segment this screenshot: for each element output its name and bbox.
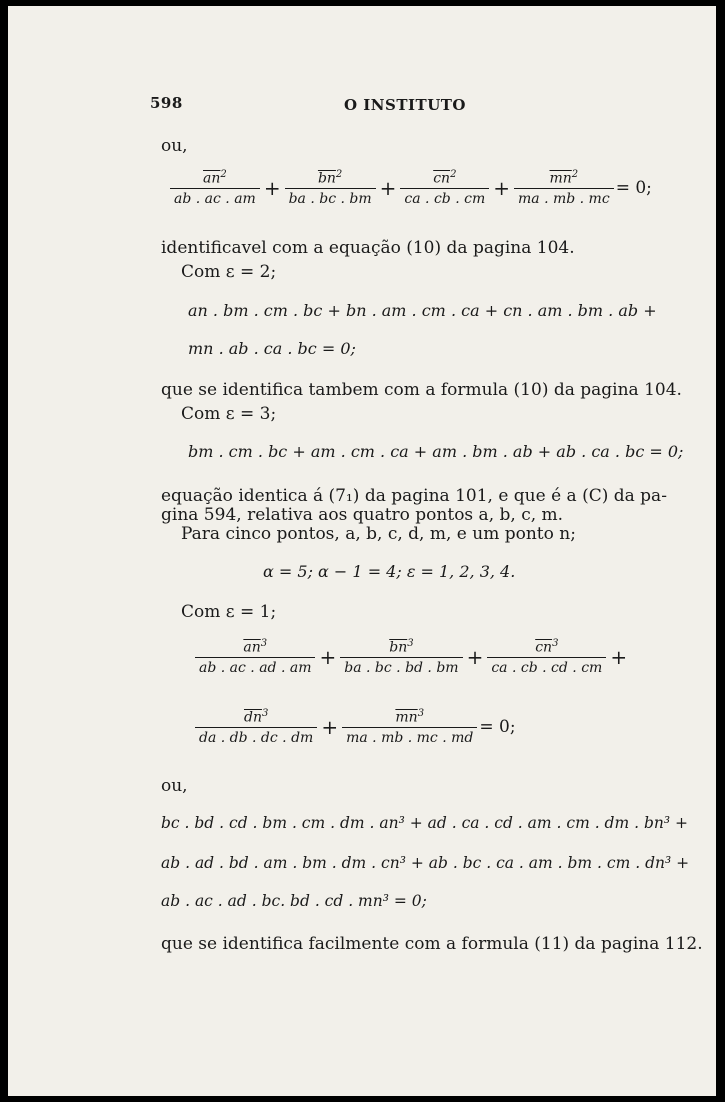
equation-6a: bc . bd . cd . bm . cm . dm . an³ + ad . ca . cd . am . cm . dm . bn³ + (161, 814, 688, 832)
denominator: ca . cb . cm (400, 188, 489, 207)
exponent: 3 (417, 708, 425, 719)
text-com-1: Com ε = 1; (181, 602, 277, 622)
fraction (195, 638, 315, 676)
equation-1: $\frac{\overline{an}^2}{ab . ac . am}$ + $\frac{\overline{bn}^2}{ba . bc . bm}$ + $\frac{\overline{cn}^2}{ca . cb . cm}$ + $\frac{\overline{mn}^2}{ma . mb . mc}$ = 0; (168, 169, 652, 207)
denominator: ca . cb . cd . cm (487, 657, 606, 676)
equation-2a: an . bm . cm . bc + bn . am . cm . ca + cn . am . bm . ab + (188, 301, 657, 320)
denominator: da . db . dc . dm (195, 727, 317, 746)
exponent: 3 (260, 638, 268, 649)
numerator: $\overline{an}$ (243, 639, 261, 656)
equation-4: α = 5; α − 1 = 4; ε = 1, 2, 3, 4. (263, 562, 516, 581)
paragraph-3a: equação identica á (7₁) da pagina 101, e que é a (C) da pa- (161, 486, 667, 506)
fraction (340, 638, 462, 676)
denominator: ba . bc . bm (285, 188, 376, 207)
numerator: $\overline{bn}$ (389, 639, 408, 656)
exponent: 2 (220, 169, 227, 180)
denominator: ma . mb . mc . md (342, 727, 477, 746)
fraction (514, 169, 614, 207)
equation-5b: $\frac{\overline{dn}^3}{da . db . dc . dm}$ + $\frac{\overline{mn}^3}{ma . mb . mc . md}$ = 0; (193, 708, 516, 746)
fraction (400, 169, 489, 207)
paragraph-2: que se identifica tambem com a formula (10) da pagina 104. (161, 380, 682, 400)
fraction (285, 169, 376, 207)
denominator: ab . ac . am (170, 188, 260, 207)
denominator: ab . ac . ad . am (195, 657, 315, 676)
text-ou-1: ou, (161, 136, 188, 156)
equation-tail: = 0; (615, 177, 652, 198)
equation-6b: ab . ad . bd . am . bm . dm . cn³ + ab . bc . ca . am . bm . cm . dn³ + (161, 854, 690, 872)
paragraph-3b: gina 594, relativa aos quatro pontos a, b, c, m. (161, 505, 564, 525)
numerator: $\overline{cn}$ (433, 170, 451, 187)
paragraph-5: que se identifica facilmente com a formula (11) da pagina 112. (161, 934, 703, 954)
numerator: $\overline{an}$ (203, 170, 221, 187)
exponent: 3 (261, 708, 269, 719)
equation-5a: $\frac{\overline{an}^3}{ab . ac . ad . am}$ + $\frac{\overline{bn}^3}{ba . bc . bd . bm}$ + $\frac{\overline{cn}^3}{ca . cb . cd . cm}$ + (193, 638, 629, 676)
text-ou-2: ou, (161, 776, 188, 796)
exponent: 2 (571, 169, 579, 180)
denominator: ma . mb . mc (514, 188, 614, 207)
fraction (195, 708, 317, 746)
numerator: $\overline{cn}$ (535, 639, 553, 656)
equation-3: bm . cm . bc + am . cm . ca + am . bm . ab + ab . ca . bc = 0; (188, 442, 684, 461)
paragraph-1: identificavel com a equação (10) da pagina 104. (161, 238, 575, 258)
numerator: $\overline{mn}$ (549, 170, 572, 187)
running-title: O INSTITUTO (344, 96, 466, 114)
exponent: 2 (335, 169, 343, 180)
numerator: $\overline{dn}$ (243, 709, 262, 726)
fraction (342, 708, 477, 746)
equation-6c: ab . ac . ad . bc. bd . cd . mn³ = 0; (161, 892, 427, 910)
text-com-2: Com ε = 2; (181, 262, 277, 282)
exponent: 3 (407, 638, 414, 649)
numerator: $\overline{bn}$ (317, 170, 336, 187)
denominator: ba . bc . bd . bm (340, 657, 462, 676)
equation-2b: mn . ab . ca . bc = 0; (188, 339, 356, 358)
fraction (487, 638, 606, 676)
exponent: 3 (552, 638, 559, 649)
fraction (170, 169, 260, 207)
equation-tail: = 0; (479, 716, 516, 737)
paragraph-4: Para cinco pontos, a, b, c, d, m, e um ponto n; (181, 524, 576, 544)
page (8, 6, 716, 1096)
text-com-3: Com ε = 3; (181, 404, 277, 424)
exponent: 2 (450, 169, 457, 180)
page-number: 598 (150, 94, 183, 112)
numerator: $\overline{mn}$ (395, 709, 418, 726)
